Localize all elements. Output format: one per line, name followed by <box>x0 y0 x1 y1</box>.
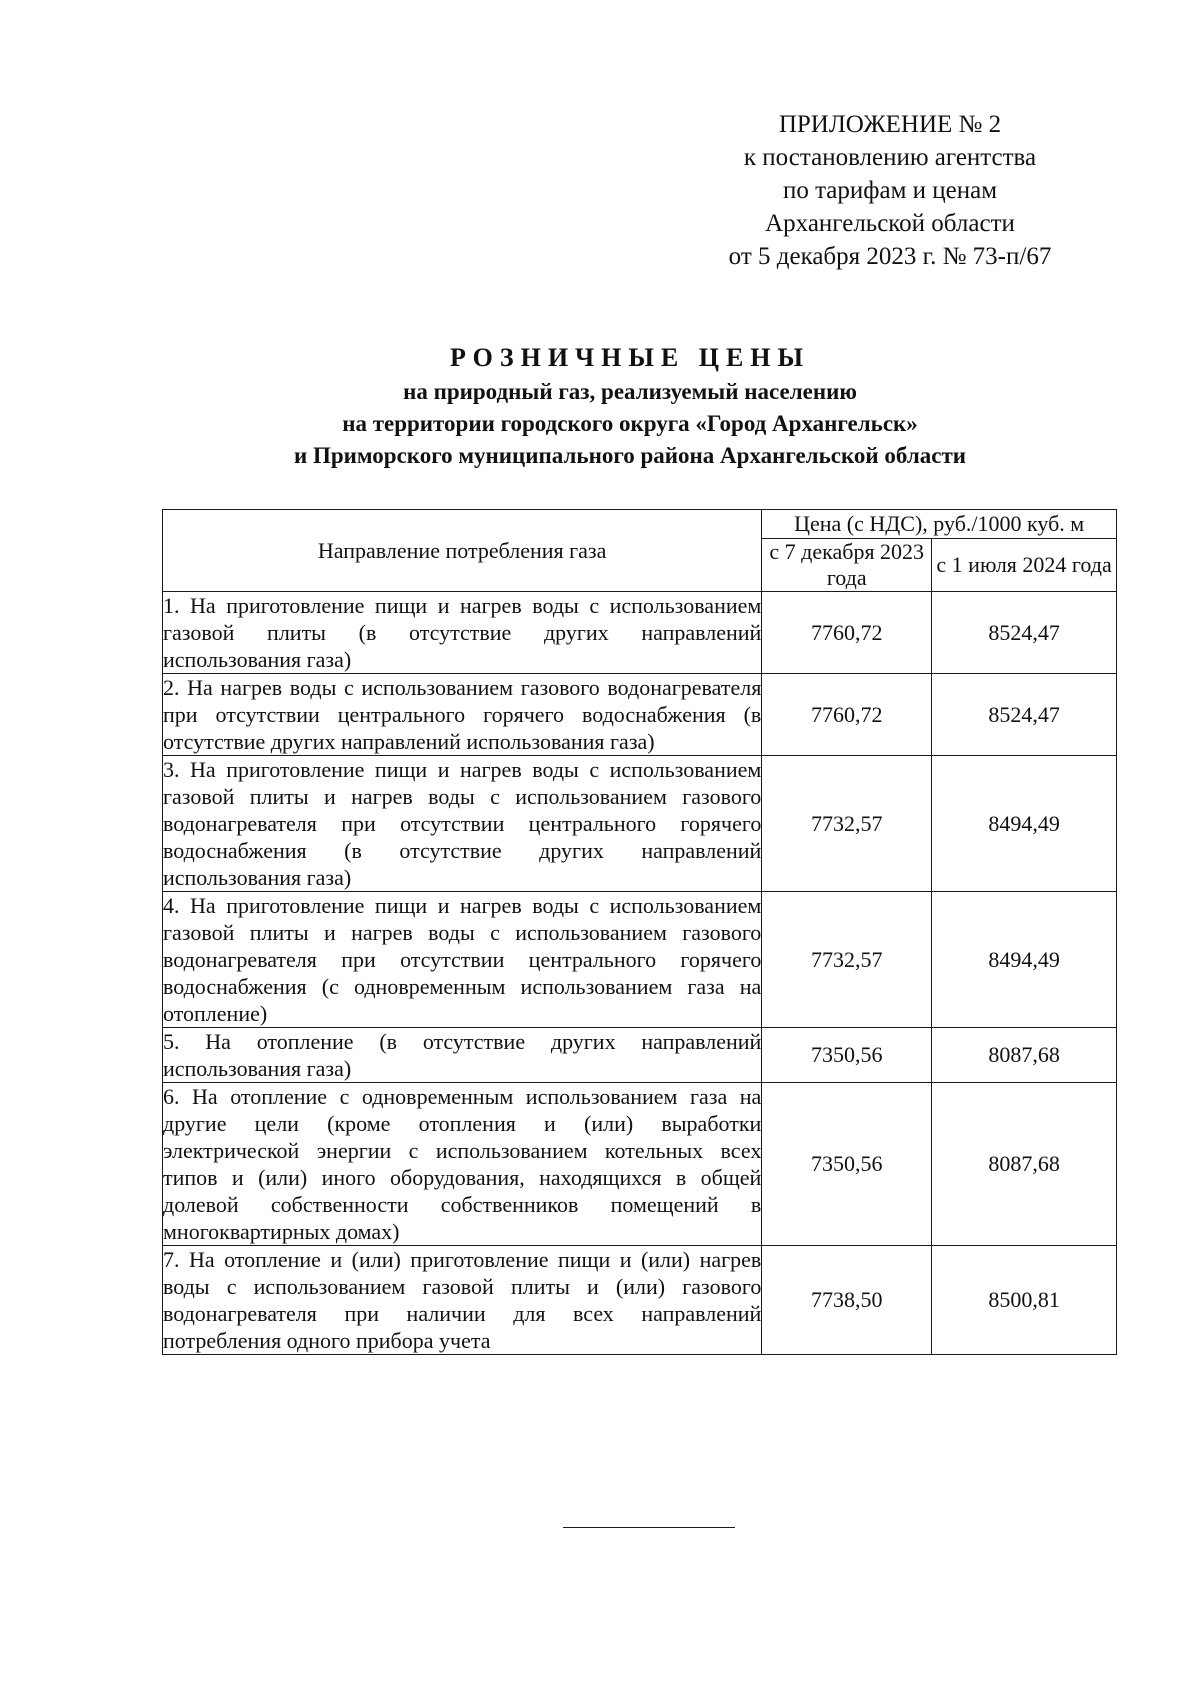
table-row <box>163 1246 1117 1355</box>
row-description: 4. На приготовление пищи и нагрев воды с использованием газовой плиты и нагрев воды с использованием газового водонагревателя при отсутствии центрального горячего водоснабжения (с одновременным использованием газа на отопление) <box>163 893 762 1026</box>
period-header-1: с 7 декабря 2023 года <box>762 539 932 592</box>
title-main: РОЗНИЧНЫЕ ЦЕНЫ <box>449 343 811 372</box>
row-description: 3. На приготовление пищи и нагрев воды с использованием газовой плиты и нагрев воды с использованием газового водонагревателя при отсутствии центрального горячего водоснабжения (в отсутствие других направлений использования газа) <box>163 757 762 890</box>
title-subtitle-2: на территории городского округа «Город Архангельск» <box>342 411 918 436</box>
title-subtitle-1: на природный газ, реализуемый населению <box>403 379 857 404</box>
price-table <box>162 509 1117 1355</box>
row-price-2023: 7350,56 <box>762 1083 932 1246</box>
table-row <box>163 674 1117 756</box>
row-price-2024: 8087,68 <box>932 1028 1117 1083</box>
row-price-2024: 8524,47 <box>932 592 1117 674</box>
appendix-reference: к постановлению агентства <box>743 144 1037 171</box>
row-description: 6. На отопление с одновременным использованием газа на другие цели (кроме отопления и (или) выработки электрической энергии с использованием котельных всех типов и (или) иного оборудования, находящихся в общей долевой собственности собственников помещений в многоквартирных домах) <box>163 1084 762 1244</box>
row-price-2023: 7760,72 <box>762 592 932 674</box>
table-row <box>163 756 1117 892</box>
appendix-agency: по тарифам и ценам <box>782 177 998 204</box>
appendix-number: ПРИЛОЖЕНИЕ № 2 <box>778 111 1002 138</box>
row-price-2024: 8524,47 <box>932 674 1117 756</box>
title-subtitle-3: и Приморского муниципального района Архангельской области <box>294 443 966 468</box>
row-price-2024: 8087,68 <box>932 1083 1117 1246</box>
row-price-2024: 8500,81 <box>932 1246 1117 1355</box>
row-price-2024: 8494,49 <box>932 756 1117 892</box>
row-price-2023: 7350,56 <box>762 1028 932 1083</box>
price-column-header: Цена (с НДС), руб./1000 куб. м <box>762 510 1117 539</box>
row-price-2023: 7732,57 <box>762 892 932 1028</box>
row-price-2023: 7732,57 <box>762 756 932 892</box>
appendix-header <box>690 108 1090 273</box>
table-row <box>163 592 1117 674</box>
row-description: 1. На приготовление пищи и нагрев воды с использованием газовой плиты (в отсутствие других направлений использования газа) <box>163 593 762 672</box>
period-header-2: с 1 июля 2024 года <box>932 539 1117 592</box>
table-row <box>163 892 1117 1028</box>
row-price-2023: 7760,72 <box>762 674 932 756</box>
appendix-date-number: от 5 декабря 2023 г. № 73-п/67 <box>728 243 1052 270</box>
row-description: 7. На отопление и (или) приготовление пищи и (или) нагрев воды с использованием газовой плиты и (или) газового водонагревателя при наличии для всех направлений потребления одного прибора учета <box>163 1247 762 1353</box>
row-price-2024: 8494,49 <box>932 892 1117 1028</box>
table-row <box>163 1083 1117 1246</box>
direction-column-header: Направление потребления газа <box>163 510 762 592</box>
table-row <box>163 1028 1117 1083</box>
row-description: 2. На нагрев воды с использованием газового водонагревателя при отсутствии центрального горячего водоснабжения (в отсутствие других направлений использования газа) <box>163 675 762 754</box>
row-price-2023: 7738,50 <box>762 1246 932 1355</box>
appendix-region: Архангельской области <box>765 210 1015 237</box>
row-description: 5. На отопление (в отсутствие других направлений использования газа) <box>163 1029 762 1081</box>
table-header-row <box>163 510 1117 539</box>
document-title <box>150 340 1110 472</box>
closing-divider <box>563 1527 735 1528</box>
